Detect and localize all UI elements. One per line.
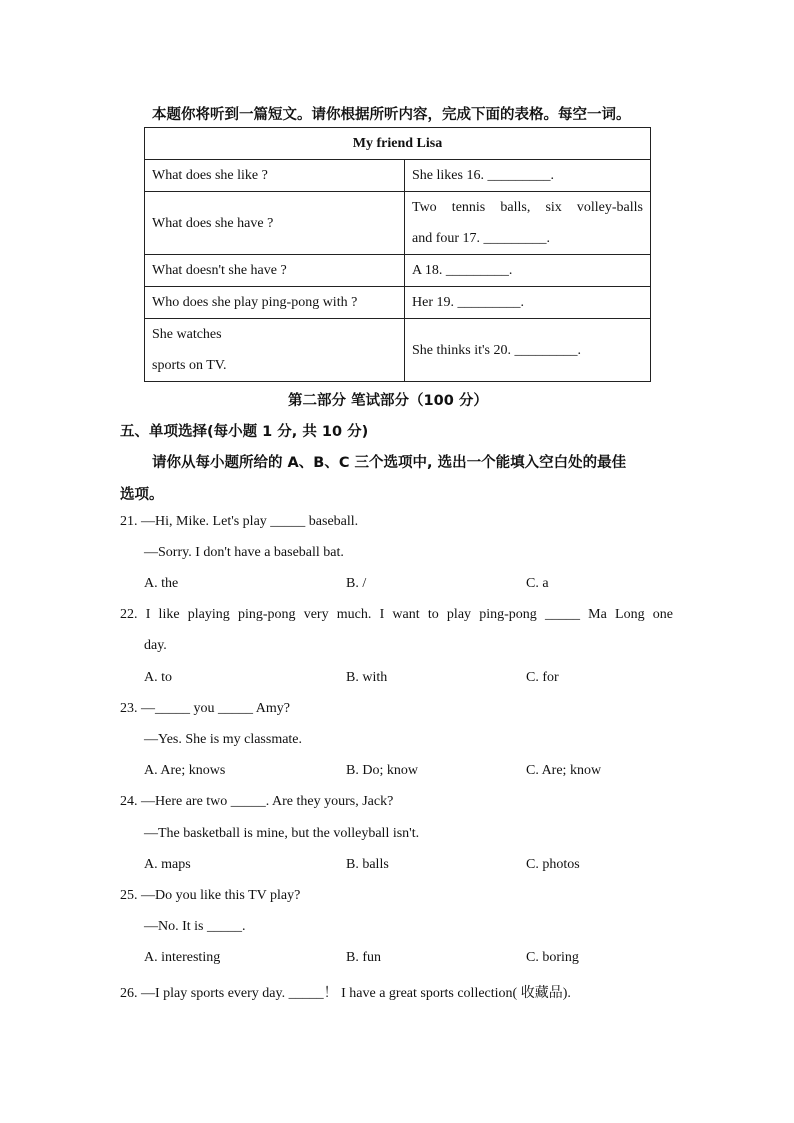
table-row: [145, 287, 651, 319]
question-22: [120, 607, 673, 623]
table-question-cell: What doesn't she have ?: [145, 255, 405, 287]
table-answer-line: Two tennis balls, six volley-balls: [412, 200, 644, 215]
option-c[interactable]: C. for: [526, 670, 559, 685]
table-answer-cell: She thinks it's 20. _________.: [405, 319, 651, 382]
table-row: [145, 319, 651, 382]
table-answer-cell: Her 19. _________.: [405, 287, 651, 319]
table-answer-cell: She likes 16. _________.: [405, 160, 651, 192]
table-title: My friend Lisa: [145, 128, 651, 160]
option-c[interactable]: C. Are; know: [526, 763, 602, 778]
table-row: [145, 255, 651, 287]
table-answer-cell: A 18. _________.: [405, 255, 651, 287]
table-answer-cell: [405, 192, 651, 255]
option-a[interactable]: A. interesting: [144, 950, 221, 965]
question-25-line2: —No. It is _____.: [144, 919, 246, 934]
question-25: 25. —Do you like this TV play?: [120, 888, 301, 903]
option-a[interactable]: A. Are; knows: [144, 763, 226, 778]
option-c[interactable]: C. a: [526, 576, 549, 591]
section-instruction-cont: 选项。: [120, 487, 164, 503]
option-a[interactable]: A. maps: [144, 857, 191, 872]
option-c[interactable]: C. photos: [526, 857, 580, 872]
table-question-line: She watches: [152, 327, 222, 342]
table-question-cell: What does she have ?: [145, 192, 405, 255]
option-c[interactable]: C. boring: [526, 950, 579, 965]
question-21-line2: —Sorry. I don't have a baseball bat.: [144, 545, 344, 560]
option-b[interactable]: B. /: [346, 576, 367, 591]
section-instruction: 请你从每小题所给的 A、B、C 三个选项中, 选出一个能填入空白处的最佳: [152, 455, 627, 471]
question-26: 26. —I play sports every day. _____！ I have a great sports collection( 收藏品).: [120, 986, 571, 1001]
option-b[interactable]: B. fun: [346, 950, 381, 965]
option-a[interactable]: A. the: [144, 576, 179, 591]
part-title: 第二部分 笔试部分（100 分）: [288, 393, 488, 409]
question-23-line2: —Yes. She is my classmate.: [144, 732, 303, 747]
table-question-line: sports on TV.: [152, 358, 227, 373]
option-b[interactable]: B. Do; know: [346, 763, 418, 778]
question-22-text: 22. I like playing ping-pong very much. I want to play ping-pong _____ Ma Long one: [120, 607, 673, 622]
table-question-cell: [145, 319, 405, 382]
question-22-line2: day.: [144, 638, 167, 653]
option-b[interactable]: B. with: [346, 670, 388, 685]
question-24-line2: —The basketball is mine, but the volleyball isn't.: [144, 826, 420, 841]
section-title: 五、单项选择(每小题 1 分, 共 10 分): [120, 424, 369, 440]
option-b[interactable]: B. balls: [346, 857, 389, 872]
question-21: 21. —Hi, Mike. Let's play _____ baseball.: [120, 514, 359, 529]
table-row: [145, 192, 651, 255]
table-answer-line: and four 17. _________.: [412, 231, 551, 246]
question-24: 24. —Here are two _____. Are they yours, Jack?: [120, 794, 394, 809]
listening-table: [144, 127, 651, 382]
option-a[interactable]: A. to: [144, 670, 172, 685]
table-row: [145, 160, 651, 192]
listening-instruction: 本题你将听到一篇短文。请你根据所听内容，完成下面的表格。每空一词。: [152, 107, 631, 123]
table-question-cell: What does she like ?: [145, 160, 405, 192]
table-header-row: [145, 128, 651, 160]
table-question-cell: Who does she play ping-pong with ?: [145, 287, 405, 319]
question-23: 23. —_____ you _____ Amy?: [120, 701, 290, 716]
